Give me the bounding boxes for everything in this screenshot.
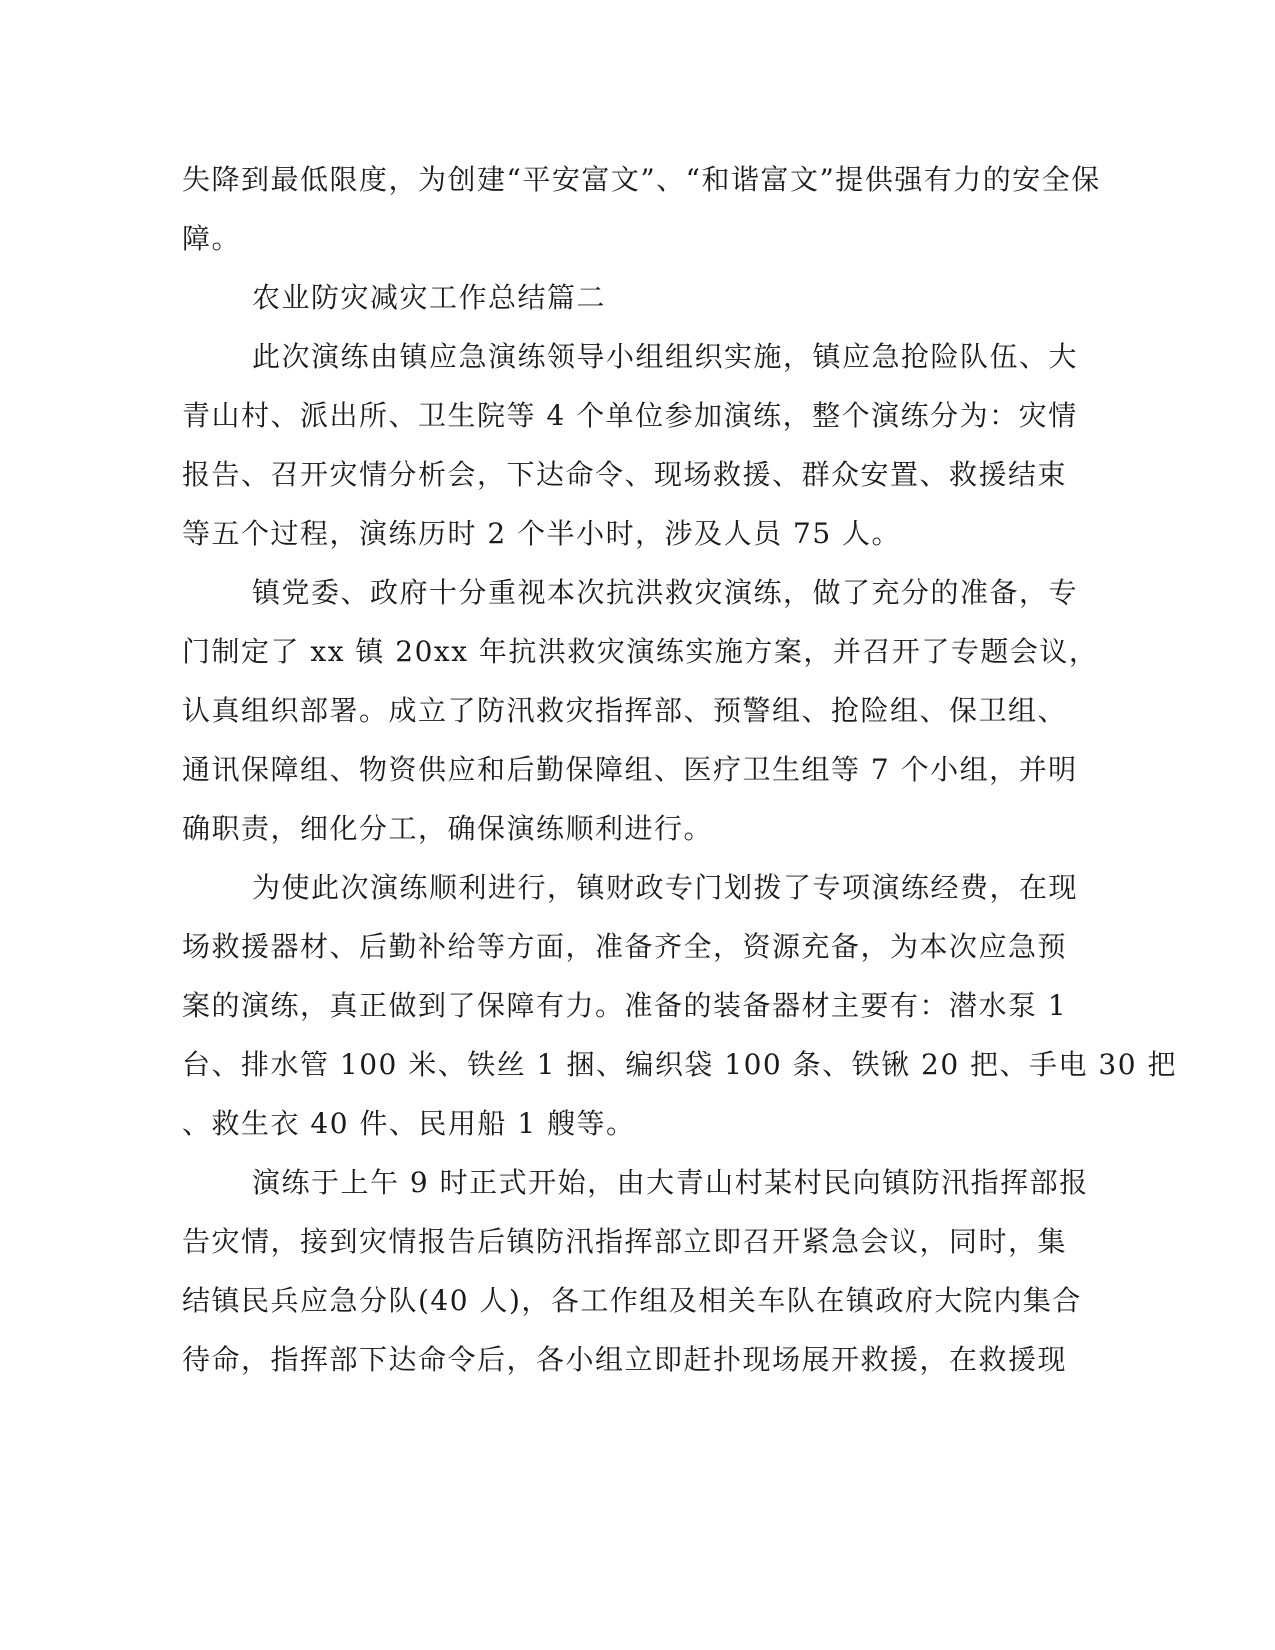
text-line: 通讯保障组、物资供应和后勤保障组、医疗卫生组等 7 个小组，并明: [182, 753, 1078, 786]
text-line: 待命，指挥部下达命令后，各小组立即赶扑现场展开救援，在救援现: [182, 1343, 1068, 1376]
text-line: 障。: [182, 222, 242, 255]
text-line: 确职责，细化分工，确保演练顺利进行。: [182, 812, 714, 845]
text-line: 台、排水管 100 米、铁丝 1 捆、编织袋 100 条、铁锹 20 把、手电 30 把: [182, 1048, 1177, 1081]
text-line: 报告、召开灾情分析会，下达命令、现场救援、群众安置、救援结束: [182, 458, 1068, 491]
text-line: 演练于上午 9 时正式开始，由大青山村某村民向镇防汛指挥部报: [252, 1166, 1089, 1199]
text-line: 认真组织部署。成立了防汛救灾指挥部、预警组、抢险组、保卫组、: [182, 694, 1068, 727]
text-line: 案的演练，真正做到了保障有力。准备的装备器材主要有：潜水泵 1: [182, 989, 1068, 1022]
text-line: 结镇民兵应急分队(40 人)，各工作组及相关车队在镇政府大院内集合: [182, 1284, 1082, 1317]
section-heading: 农业防灾减灾工作总结篇二: [252, 281, 607, 314]
text-line: 青山村、派出所、卫生院等 4 个单位参加演练，整个演练分为：灾情: [182, 399, 1078, 432]
text-line: 等五个过程，演练历时 2 个半小时，涉及人员 75 人。: [182, 517, 902, 550]
text-line: 此次演练由镇应急演练领导小组组织实施，镇应急抢险队伍、大: [252, 340, 1079, 373]
text-line: 失降到最低限度，为创建“平安富文”、“和谐富文”提供强有力的安全保: [182, 163, 1101, 196]
text-line: 门制定了 xx 镇 20xx 年抗洪救灾演练实施方案，并召开了专题会议，: [182, 635, 1099, 668]
text-line: 、救生衣 40 件、民用船 1 艘等。: [182, 1107, 636, 1140]
text-line: 场救援器材、后勤补给等方面，准备齐全，资源充备，为本次应急预: [182, 930, 1068, 963]
text-line: 为使此次演练顺利进行，镇财政专门划拨了专项演练经费，在现: [252, 871, 1079, 904]
text-line: 告灾情，接到灾情报告后镇防汛指挥部立即召开紧急会议，同时，集: [182, 1225, 1068, 1258]
text-line: 镇党委、政府十分重视本次抗洪救灾演练，做了充分的准备，专: [252, 576, 1079, 609]
